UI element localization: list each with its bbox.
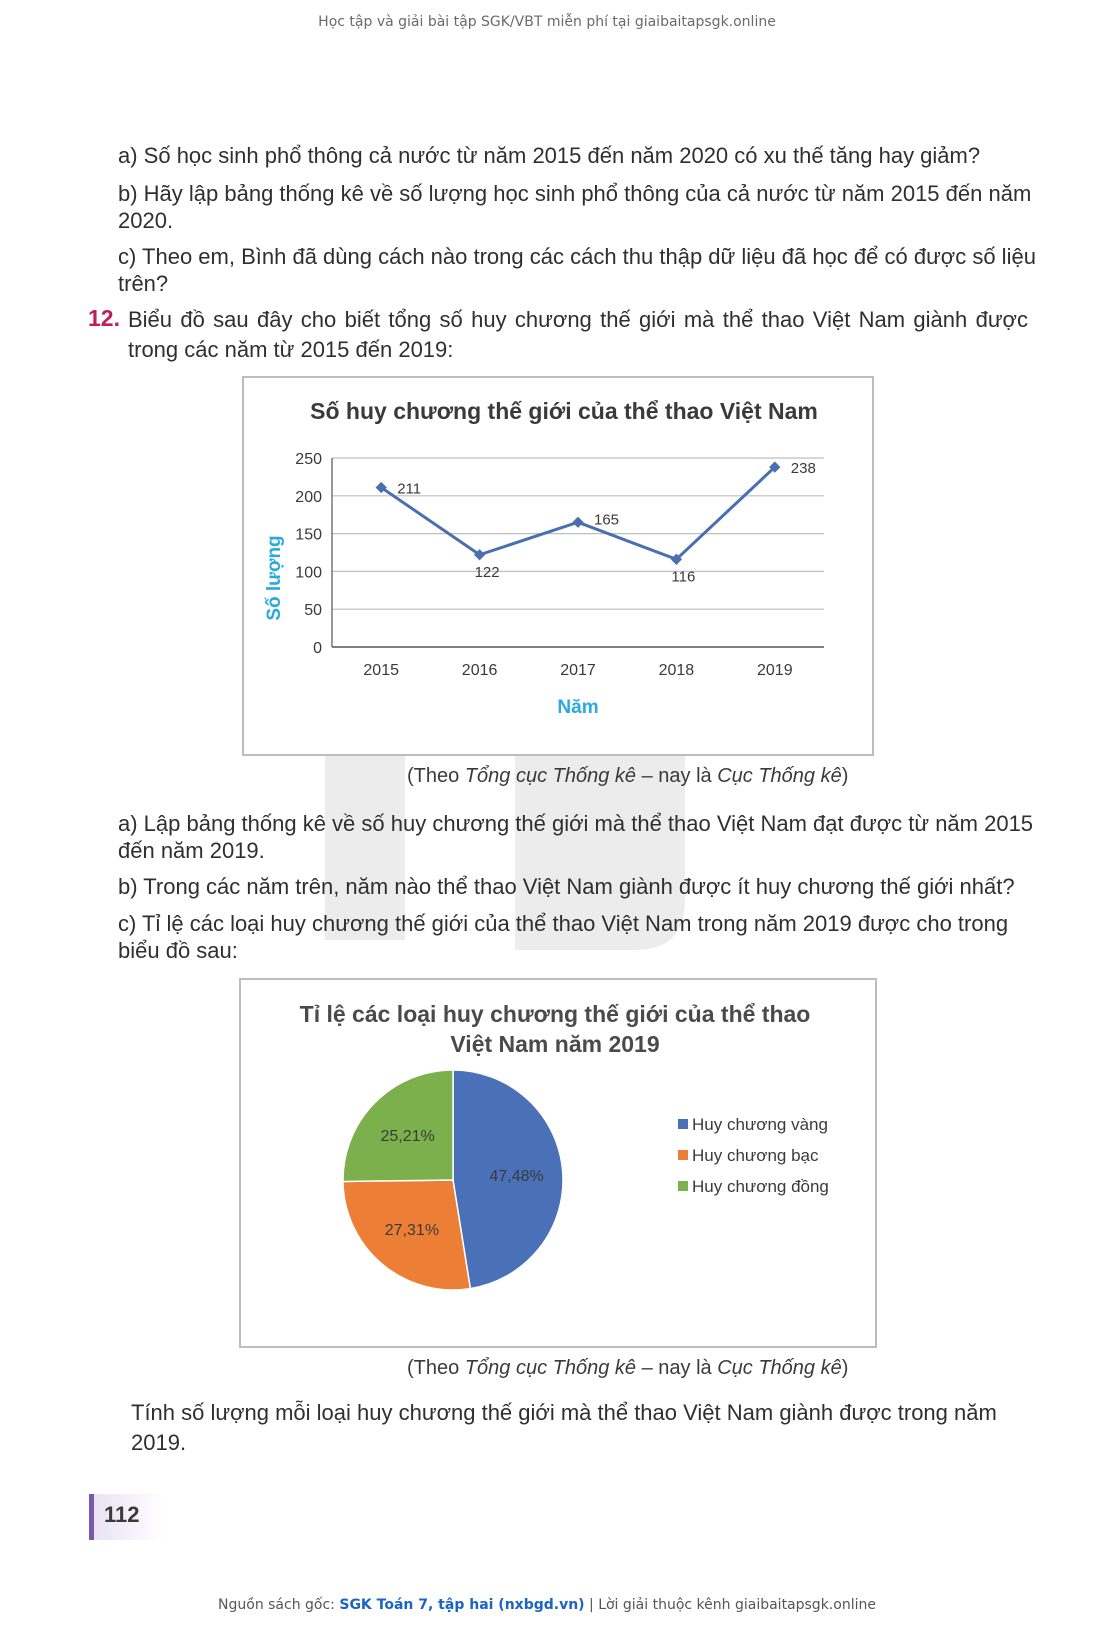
pie-slice-bronze	[343, 1070, 453, 1181]
line-chart-frame	[242, 376, 874, 756]
y-tick-label: 200	[295, 488, 322, 506]
y-tick-label: 0	[313, 640, 322, 657]
legend-label: Huy chương vàng	[692, 1115, 828, 1134]
question-a: a) Lập bảng thống kê về số huy chương thế giới mà thể thao Việt Nam đạt được từ năm 2015 đến năm 2019.	[118, 811, 1034, 863]
question-c: c) Tỉ lệ các loại huy chương thế giới của thể thao Việt Nam trong năm 2019 được cho trong biểu đồ sau:	[118, 911, 1009, 963]
prev-question-b: b) Hãy lập bảng thống kê về số lượng học sinh phổ thông của cả nước từ năm 2015 đến năm 2020.	[118, 181, 1032, 233]
page-number: 112	[104, 1502, 140, 1527]
data-label: 122	[474, 563, 500, 581]
data-point	[572, 517, 583, 528]
task-text: Tính số lượng mỗi loại huy chương thế giới mà thể thao Việt Nam giành được trong năm 2019.	[131, 1400, 997, 1455]
legend-swatch	[678, 1150, 688, 1160]
x-axis-label: Năm	[557, 697, 599, 718]
x-tick-label: 2018	[658, 662, 695, 679]
question-b: b) Trong các năm trên, năm nào thể thao Việt Nam giành được ít huy chương thế giới nhất?	[118, 874, 1015, 899]
exercise-number: 12.	[88, 305, 120, 331]
legend-label: Huy chương bạc	[692, 1146, 819, 1165]
pie-chart-title-line-2: Việt Nam năm 2019	[450, 1031, 660, 1057]
data-label: 211	[397, 480, 422, 498]
y-tick-label: 150	[295, 526, 322, 544]
pie-data-label: 27,31%	[384, 1221, 440, 1239]
data-label: 116	[671, 568, 696, 586]
footer-note: Nguồn sách gốc: SGK Toán 7, tập hai (nxbgd.vn) | Lời giải thuộc kênh giaibaitapsgk.online	[218, 1597, 876, 1613]
footer-book-link[interactable]: SGK Toán 7, tập hai (nxbgd.vn)	[339, 1597, 585, 1613]
y-tick-label: 100	[295, 564, 322, 582]
y-axis-label: Số lượng	[264, 535, 285, 621]
pie-chart-frame	[239, 978, 877, 1348]
legend-swatch	[678, 1119, 688, 1129]
data-label: 165	[594, 511, 620, 529]
line-chart-title: Số huy chương thế giới của thể thao Việt Nam	[310, 398, 818, 424]
header-note: Học tập và giải bài tập SGK/VBT miễn phí tại giaibaitapsgk.online	[318, 14, 776, 30]
pie-data-label: 25,21%	[380, 1128, 435, 1146]
source-note-1: (Theo Tổng cục Thống kê – nay là Cục Thống kê)	[407, 765, 849, 787]
pie-data-label: 47,48%	[489, 1167, 544, 1185]
line-series	[381, 467, 775, 559]
line-chart	[244, 378, 872, 754]
legend-swatch	[678, 1181, 688, 1191]
exercise-intro: Biểu đồ sau đây cho biết tổng số huy chương thế giới mà thể thao Việt Nam giành được trong các năm từ 2015 đến 2019:	[128, 307, 1028, 362]
pie-chart-title-line-1: Tỉ lệ các loại huy chương thế giới của thể thao	[299, 1001, 811, 1027]
pie-chart	[241, 980, 875, 1346]
x-tick-label: 2017	[560, 662, 596, 679]
data-label: 238	[790, 460, 816, 478]
x-tick-label: 2019	[757, 662, 793, 679]
x-tick-label: 2015	[363, 662, 399, 679]
source-note-2: (Theo Tổng cục Thống kê – nay là Cục Thống kê)	[407, 1357, 849, 1379]
y-tick-label: 50	[304, 602, 322, 620]
prev-question-c: c) Theo em, Bình đã dùng cách nào trong các cách thu thập dữ liệu đã học để có được số liệu trên?	[118, 244, 1036, 296]
legend-label: Huy chương đồng	[692, 1177, 829, 1196]
prev-question-a: a) Số học sinh phổ thông cả nước từ năm 2015 đến năm 2020 có xu thế tăng hay giảm?	[118, 143, 981, 168]
y-tick-label: 250	[295, 451, 322, 468]
x-tick-label: 2016	[461, 662, 498, 679]
